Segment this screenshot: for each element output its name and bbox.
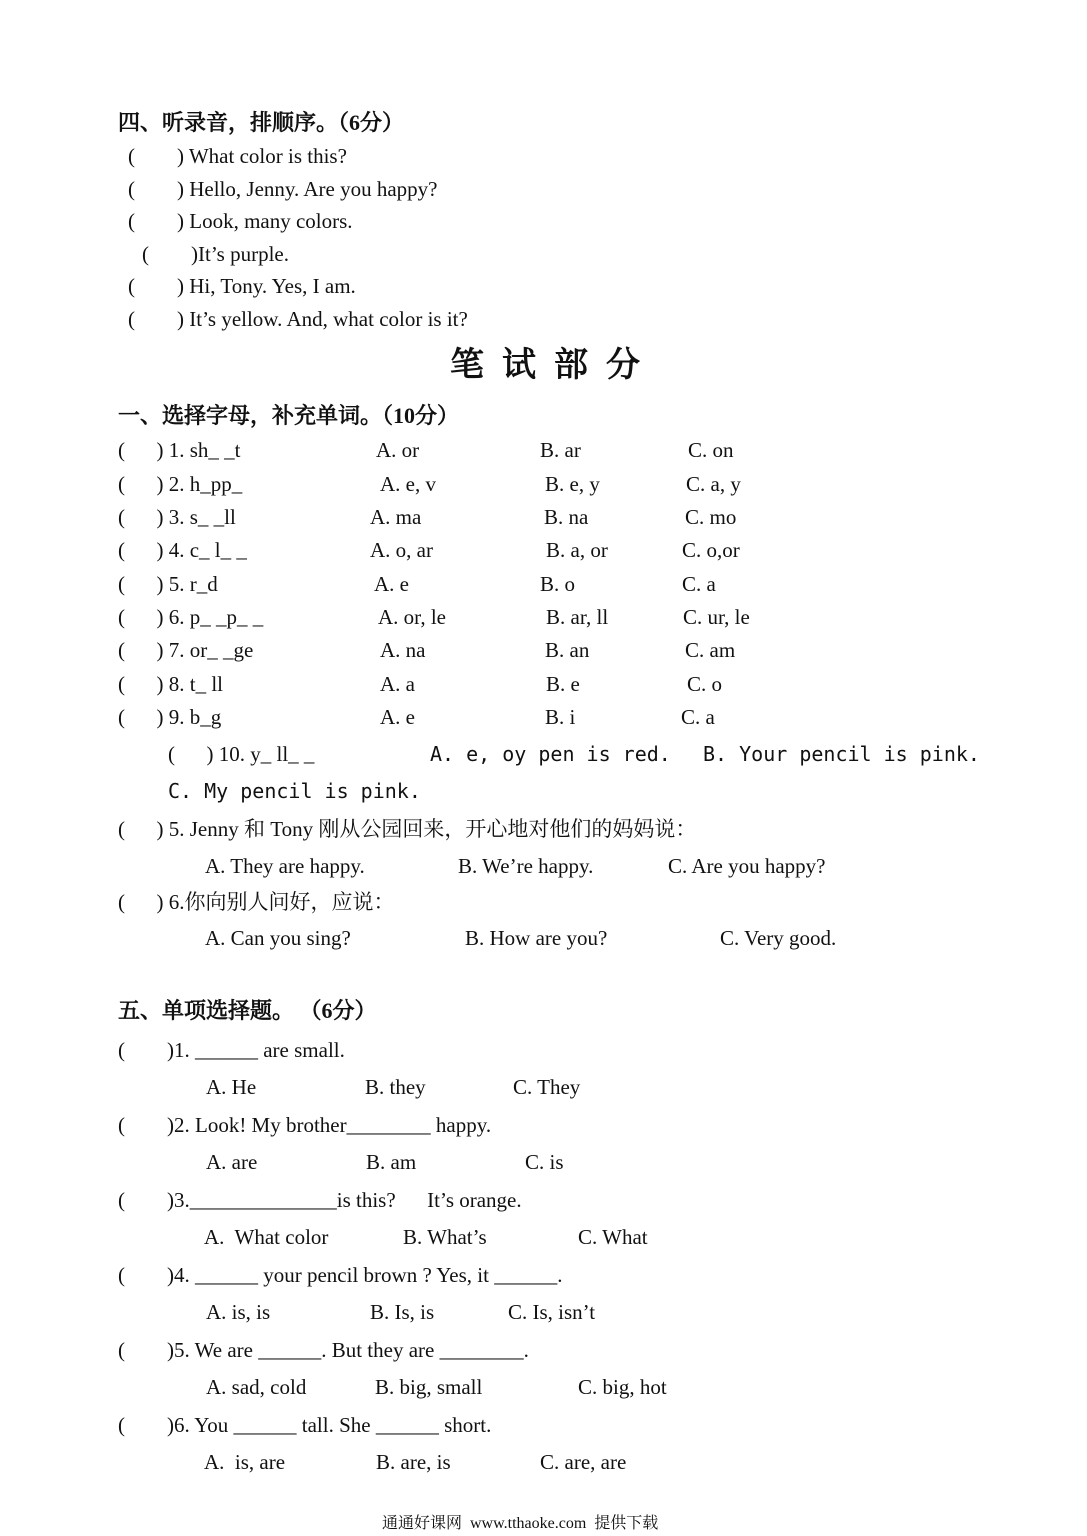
- option-c: C. are, are: [540, 1450, 627, 1474]
- option-c: C. on: [688, 438, 734, 462]
- question-text: ( ) 5. r_d: [118, 572, 218, 596]
- question-text: ( ) 5. Jenny 和 Tony 刚从公园回来，开心地对他们的妈妈说：: [118, 817, 697, 841]
- listening-item: ( ) Hello, Jenny. Are you happy?: [128, 177, 438, 201]
- option-b: B. ar, ll: [546, 605, 609, 629]
- option-c: C. Very good.: [720, 926, 837, 950]
- question-text: ( ) 8. t_ ll: [118, 672, 223, 696]
- option-a: A. is, is: [206, 1300, 271, 1324]
- option-b: B. ar: [540, 438, 581, 462]
- option-a: A. or: [376, 438, 420, 462]
- question-text: ( ) 10. y_ ll_ _: [168, 742, 315, 766]
- option-c: C. ur, le: [683, 605, 750, 629]
- option-a: A. a: [380, 672, 415, 696]
- listening-item: ( ) What color is this?: [128, 144, 347, 168]
- option-b: B. am: [366, 1150, 417, 1174]
- option-b: B. How are you?: [465, 926, 608, 950]
- listening-item: ( ) It’s yellow. And, what color is it?: [128, 307, 468, 331]
- option-c: C. is: [525, 1150, 564, 1174]
- option-b: B. Your pencil is pink.: [703, 742, 980, 766]
- option-a: A. e, v: [380, 472, 436, 496]
- question-text: ( ) 7. or_ _ge: [118, 638, 254, 662]
- option-c: C. What: [578, 1225, 648, 1249]
- option-c: C. o,or: [682, 538, 740, 562]
- option-a: A. sad, cold: [206, 1375, 307, 1399]
- question-text: ( ) 6. p_ _p_ _: [118, 605, 264, 629]
- option-c: C. big, hot: [578, 1375, 667, 1399]
- option-b: B. e, y: [545, 472, 600, 496]
- option-c: C. Are you happy?: [668, 854, 826, 878]
- option-c: C. a, y: [686, 472, 741, 496]
- question-text: ( ) 6.你向别人问好，应说：: [118, 890, 395, 914]
- option-c: C. o: [687, 672, 723, 696]
- option-c: C. They: [513, 1075, 581, 1099]
- option-b: B. an: [545, 638, 590, 662]
- written-part-title: 笔试部分: [450, 347, 658, 384]
- section-one-heading: 一、选择字母，补充单词。（10分）: [118, 403, 460, 428]
- option-b: B. o: [540, 572, 576, 596]
- question-text: ( ) 4. c_ l_ _: [118, 538, 247, 562]
- option-a: A. e, oy pen is red.: [430, 742, 671, 766]
- option-a: A. He: [206, 1075, 257, 1099]
- option-b: B. big, small: [375, 1375, 483, 1399]
- question-text: ( )4. ______ your pencil brown ? Yes, it ______.: [118, 1263, 563, 1287]
- option-c: C. My pencil is pink.: [168, 779, 421, 803]
- option-b: B. a, or: [546, 538, 608, 562]
- option-a: A. o, ar: [370, 538, 433, 562]
- option-a: A. e: [374, 572, 409, 596]
- option-a: A. na: [380, 638, 426, 662]
- option-c: C. Is, isn’t: [508, 1300, 596, 1324]
- option-c: C. a: [681, 705, 715, 729]
- question-text: ( ) 3. s_ _ll: [118, 505, 236, 529]
- option-b: B. they: [365, 1075, 426, 1099]
- listening-heading: 四、听录音，排顺序。（6分）: [118, 110, 405, 135]
- option-b: B. e: [546, 672, 580, 696]
- option-b: B. Is, is: [370, 1300, 435, 1324]
- listening-item: ( ) Hi, Tony. Yes, I am.: [128, 274, 356, 298]
- option-b: B. na: [544, 505, 589, 529]
- question-text: ( )3.______________is this? It’s orange.: [118, 1188, 522, 1212]
- option-a: A. e: [380, 705, 415, 729]
- question-text: ( )2. Look! My brother________ happy.: [118, 1113, 492, 1137]
- listening-item: ( ) Look, many colors.: [128, 209, 353, 233]
- question-text: ( ) 1. sh_ _t: [118, 438, 241, 462]
- option-c: C. am: [685, 638, 736, 662]
- option-b: B. i: [545, 705, 576, 729]
- listening-item: ( )It’s purple.: [142, 242, 289, 266]
- option-a: A. They are happy.: [205, 854, 365, 878]
- question-text: ( )1. ______ are small.: [118, 1038, 345, 1062]
- section-five-heading: 五、单项选择题。 （6分）: [118, 998, 377, 1023]
- option-b: B. We’re happy.: [458, 854, 594, 878]
- option-b: B. What’s: [403, 1225, 487, 1249]
- question-text: ( )6. You ______ tall. She ______ short.: [118, 1413, 492, 1437]
- option-a: A. are: [206, 1150, 258, 1174]
- question-text: ( )5. We are ______. But they are ________.: [118, 1338, 529, 1362]
- question-text: ( ) 2. h_pp_: [118, 472, 243, 496]
- option-a: A. What color: [204, 1225, 329, 1249]
- option-c: C. mo: [685, 505, 737, 529]
- footer-credit: 通通好课网 www.tthaoke.com 提供下载: [382, 1515, 659, 1532]
- option-a: A. Can you sing?: [205, 926, 351, 950]
- option-a: A. or, le: [378, 605, 446, 629]
- option-c: C. a: [682, 572, 716, 596]
- question-text: ( ) 9. b_g: [118, 705, 222, 729]
- option-a: A. is, are: [204, 1450, 286, 1474]
- option-b: B. are, is: [376, 1450, 451, 1474]
- option-a: A. ma: [370, 505, 422, 529]
